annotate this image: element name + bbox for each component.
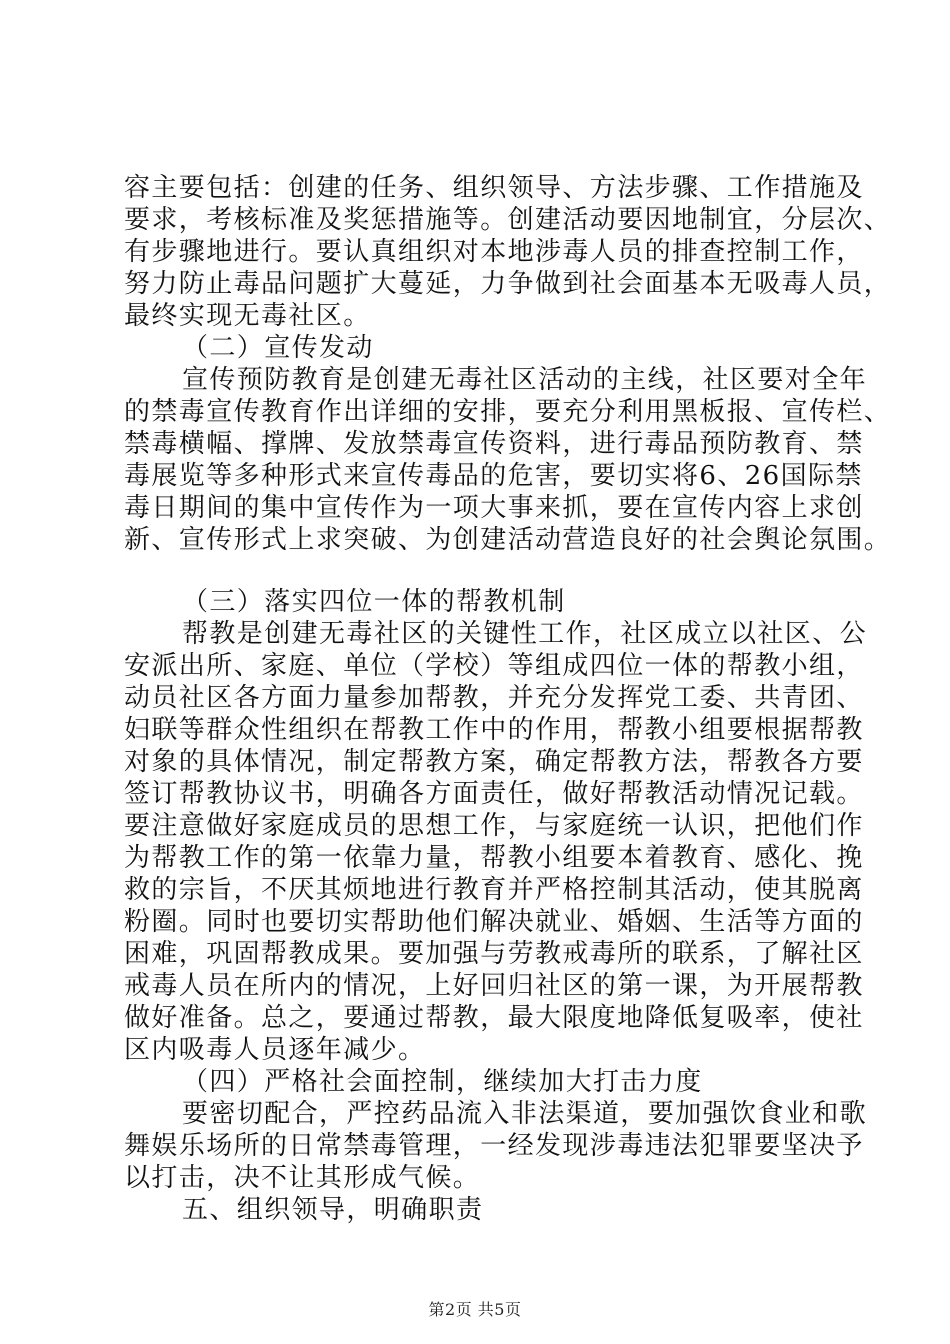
text-line: 容主要包括：创建的任务、组织领导、方法步骤、工作措施及 [124, 173, 864, 203]
text-line: 宣传预防教育是创建无毒社区活动的主线，社区要对全年 [182, 365, 868, 395]
section-heading-text: （四）严格社会面控制，继续加大打击力度 [182, 1067, 703, 1097]
text-line: 毒展览等多种形式来宣传毒品的危害，要切实将6、26国际禁 [124, 461, 863, 491]
text-line: 救的宗旨，不厌其烦地进行教育并严格控制其活动，使其脱离 [124, 875, 864, 905]
text-line: 要求，考核标准及奖惩措施等。创建活动要因地制宜，分层次、 [124, 205, 892, 235]
text-line: 签订帮教协议书，明确各方面责任，做好帮教活动情况记载。 [124, 779, 864, 809]
text-line: 的禁毒宣传教育作出详细的安排，要充分利用黑板报、宣传栏、 [124, 397, 892, 427]
text-line: 要注意做好家庭成员的思想工作，与家庭统一认识，把他们作 [124, 811, 864, 841]
paragraph [124, 172, 892, 332]
text-line: 禁毒横幅、撑牌、发放禁毒宣传资料，进行毒品预防教育、禁 [124, 429, 864, 459]
page-number-label: 第2页 共5页 [428, 1300, 522, 1319]
text-line: 戒毒人员在所内的情况，上好回归社区的第一课，为开展帮教 [124, 971, 864, 1001]
paragraph [124, 1098, 868, 1194]
text-line: 做好准备。总之，要通过帮教，最大限度地降低复吸率，使社 [124, 1003, 864, 1033]
text-line: 安派出所、家庭、单位（学校）等组成四位一体的帮教小组， [124, 651, 864, 681]
text-line: 毒日期间的集中宣传作为一项大事来抓，要在宣传内容上求创 [124, 493, 864, 523]
text-line: 新、宣传形式上求突破、为创建活动营造良好的社会舆论氛围。 [124, 525, 892, 555]
section-heading-text: （三）落实四位一体的帮教机制 [182, 587, 566, 617]
text-line: 要密切配合，严控药品流入非法渠道，要加强饮食业和歌 [182, 1099, 868, 1129]
text-line: 为帮教工作的第一依靠力量，帮教小组要本着教育、感化、挽 [124, 843, 864, 873]
section-heading [124, 1066, 834, 1098]
page-footer [0, 1300, 950, 1320]
section-heading [124, 586, 834, 618]
blank-line [124, 556, 834, 586]
text-line: 对象的具体情况，制定帮教方案，确定帮教方法，帮教各方要 [124, 747, 864, 777]
text-line: 区内吸毒人员逐年减少。 [124, 1035, 426, 1065]
text-line: 以打击，决不让其形成气候。 [124, 1163, 481, 1193]
section-heading [124, 1194, 834, 1226]
section-heading [124, 332, 834, 364]
paragraph [124, 364, 892, 556]
text-line: 努力防止毒品问题扩大蔓延，力争做到社会面基本无吸毒人员， [124, 269, 892, 299]
text-line: 妇联等群众性组织在帮教工作中的作用，帮教小组要根据帮教 [124, 715, 864, 745]
text-line: 最终实现无毒社区。 [124, 301, 371, 331]
text-line: 帮教是创建无毒社区的关键性工作，社区成立以社区、公 [182, 619, 868, 649]
section-heading-text: 五、组织领导，明确职责 [182, 1195, 484, 1225]
text-line: 舞娱乐场所的日常禁毒管理，一经发现涉毒违法犯罪要坚决予 [124, 1131, 864, 1161]
section-heading-text: （二）宣传发动 [182, 333, 374, 363]
text-line: 粉圈。同时也要切实帮助他们解决就业、婚姻、生活等方面的 [124, 907, 864, 937]
text-line: 有步骤地进行。要认真组织对本地涉毒人员的排查控制工作， [124, 237, 864, 267]
text-line: 动员社区各方面力量参加帮教，并充分发挥党工委、共青团、 [124, 683, 864, 713]
paragraph [124, 618, 868, 1066]
document-body [124, 172, 892, 1226]
text-line: 困难，巩固帮教成果。要加强与劳教戒毒所的联系，了解社区 [124, 939, 864, 969]
